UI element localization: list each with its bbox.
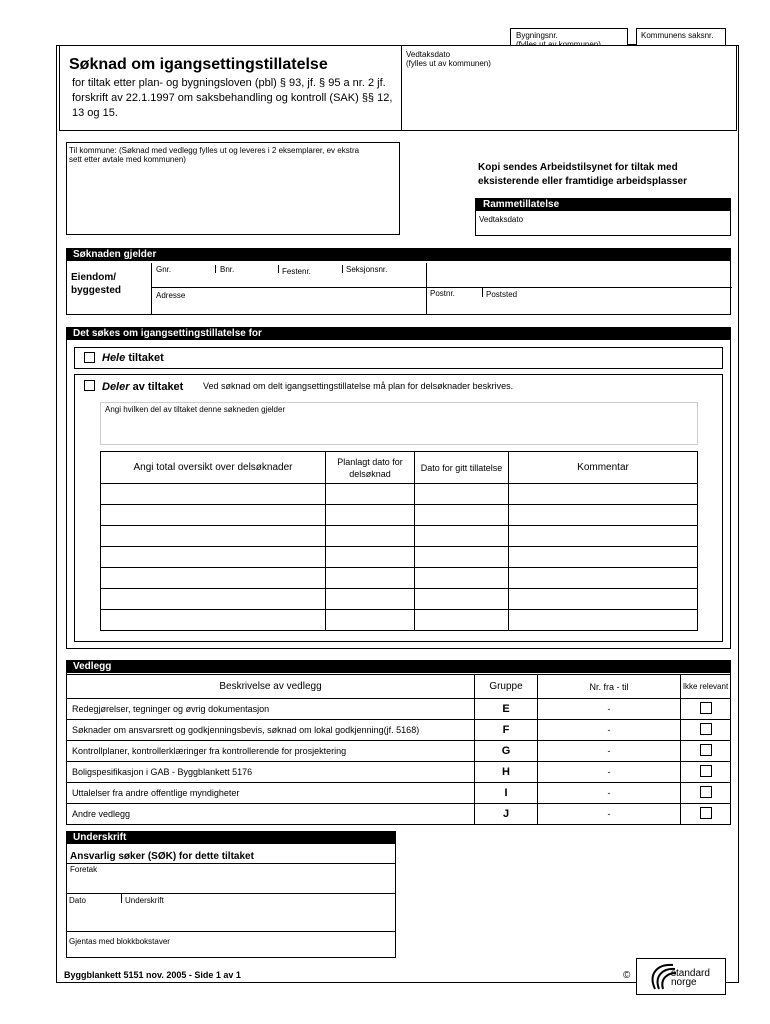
vedlegg-group: E [475,699,538,720]
kommunens-saksnr-label: Kommunens saksnr. [641,31,714,40]
col-dato-gitt: Dato for gitt tillatelse [415,452,509,484]
deler-em: Deler [102,381,130,393]
table-row[interactable] [101,568,698,589]
logo-text: standard norge [671,968,710,988]
col-kommentar: Kommentar [509,452,698,484]
vedlegg-group: J [475,804,538,825]
vedlegg-header: Vedlegg [67,661,730,673]
vedlegg-nr[interactable]: - [538,804,681,825]
vedlegg-nr[interactable]: - [538,720,681,741]
underskrift-header: Underskrift [67,832,395,844]
vedlegg-group: I [475,783,538,804]
eiendom-label: Eiendom/ byggested [71,272,122,296]
til-kommune-box[interactable] [66,142,400,235]
vedlegg-desc: Andre vedlegg [67,804,475,825]
vedlegg-desc: Boligspesifikasjon i GAB - Byggblankett 5176 [67,762,475,783]
igangsetting-section [66,327,731,649]
table-row[interactable] [101,610,698,631]
vedlegg-desc: Redegjørelser, tegninger og øvrig dokumentasjon [67,699,475,720]
col-oversikt: Angi total oversikt over delsøknader [101,452,326,484]
kopi-note: Kopi sendes Arbeidstilsynet for tiltak med eksisterende eller framtidige arbeidsplasser [478,162,687,187]
deler-checkbox[interactable] [84,380,95,391]
hele-em: Hele [102,352,126,364]
standard-norge-logo [636,958,726,995]
col-gruppe: Gruppe [475,675,538,699]
bygningsnr-label: Bygningsnr. [516,31,558,40]
soknaden-gjelder-section [66,248,731,315]
hele-label: tiltaket [128,352,164,364]
rammetillatelse-vedtaksdato[interactable]: Vedtaksdato [479,215,524,224]
angi-del-box[interactable] [100,402,698,445]
table-row[interactable] [101,505,698,526]
page-title: Søknad om igangsettingstillatelse [69,56,328,73]
vedlegg-nr[interactable]: - [538,762,681,783]
poststed-field[interactable]: Poststed [486,290,518,299]
rammetillatelse-header: Rammetillatelse [476,199,730,211]
ikke-relevant-checkbox[interactable] [700,702,712,714]
underskrift-section [66,831,396,958]
ikke-relevant-checkbox[interactable] [700,723,712,735]
copyright: © [623,970,631,981]
vedlegg-row [67,783,731,804]
vedtaksdato-label: Vedtaksdato [406,50,451,59]
vedtaksdato-note: (fylles ut av kommunen) [406,59,491,68]
ikke-relevant-checkbox[interactable] [700,744,712,756]
deler-label: av tiltaket [132,381,184,393]
underskrift-label: Underskrift [125,896,164,905]
vedlegg-group: H [475,762,538,783]
table-row[interactable] [101,484,698,505]
gjentas-label: Gjentas med blokkbokstaver [69,937,170,946]
vedlegg-section [66,660,731,825]
ikke-relevant-checkbox[interactable] [700,786,712,798]
vedlegg-desc: Uttalelser fra andre offentlige myndigheter [67,783,475,804]
dato-underskrift-row[interactable] [67,893,395,931]
angi-del-label: Angi hvilken del av tiltaket denne søkneden gjelder [105,405,286,414]
vedlegg-nr[interactable]: - [538,699,681,720]
gnr-field[interactable]: Gnr. [156,265,172,274]
delsoknader-table [100,451,698,631]
adresse-field[interactable]: Adresse [156,291,186,300]
dato-label: Dato [69,896,86,905]
vedlegg-nr[interactable]: - [538,741,681,762]
seksjonsnr-field[interactable]: Seksjonsnr. [346,265,388,274]
hele-option[interactable] [74,347,723,369]
vedlegg-row [67,699,731,720]
table-row[interactable] [101,526,698,547]
deler-note: Ved søknad om delt igangsettingstillatelse må plan for delsøknader beskrives. [203,381,514,391]
postnr-field[interactable]: Postnr. [430,289,455,298]
ansvarlig-soker-label: Ansvarlig søker (SØK) for dette tiltaket [70,851,254,862]
til-kommune-label: Til kommune: (Søknad med vedlegg fylles ut og leveres i 2 eksemplarer, ev ekstra sett etter avtale med kommunen) [69,146,360,164]
vedlegg-nr[interactable]: - [538,783,681,804]
vedlegg-row [67,762,731,783]
foretak-label: Foretak [70,865,98,874]
gjentas-field[interactable] [67,931,395,957]
hele-checkbox[interactable] [84,352,95,363]
vedlegg-desc: Søknader om ansvarsrett og godkjenningsbevis, søknad om lokal godkjenning(jf. 5168) [67,720,475,741]
igangsetting-header: Det søkes om igangsettingstillatelse for [67,328,730,340]
foretak-field[interactable] [67,863,395,893]
vedlegg-group: F [475,720,538,741]
soknaden-gjelder-header: Søknaden gjelder [67,249,730,261]
title-box [59,45,402,131]
vedlegg-row [67,741,731,762]
table-row[interactable] [101,547,698,568]
ikke-relevant-checkbox[interactable] [700,765,712,777]
page-subtitle: for tiltak etter plan- og bygningsloven (pbl) § 93, jf. § 95 a nr. 2 jf. forskrift av 22.1.1997 om saksbehandling og kontroll (SAK) §§ 12, 13 og 15. [72,77,393,119]
form-id: Byggblankett 5151 nov. 2005 - Side 1 av 1 [64,970,241,980]
vedtaksdato-box[interactable] [401,45,737,131]
ikke-relevant-checkbox[interactable] [700,807,712,819]
vedlegg-row [67,720,731,741]
col-ikke-relevant: Ikke relevant [681,675,731,699]
col-planlagt: Planlagt dato for delsøknad [326,452,415,484]
festenr-field[interactable]: Festenr. [282,267,311,276]
col-beskrivelse: Beskrivelse av vedlegg [67,675,475,699]
eiendom-fields [151,263,731,315]
deler-option [74,374,723,642]
vedlegg-row [67,804,731,825]
rammetillatelse-box [475,198,731,236]
bnr-field[interactable]: Bnr. [220,265,235,274]
vedlegg-group: G [475,741,538,762]
vedlegg-table [66,674,731,825]
col-nr: Nr. fra - til [538,675,681,699]
table-row[interactable] [101,589,698,610]
vedlegg-desc: Kontrollplaner, kontrollerklæringer fra kontrollerende for prosjektering [67,741,475,762]
